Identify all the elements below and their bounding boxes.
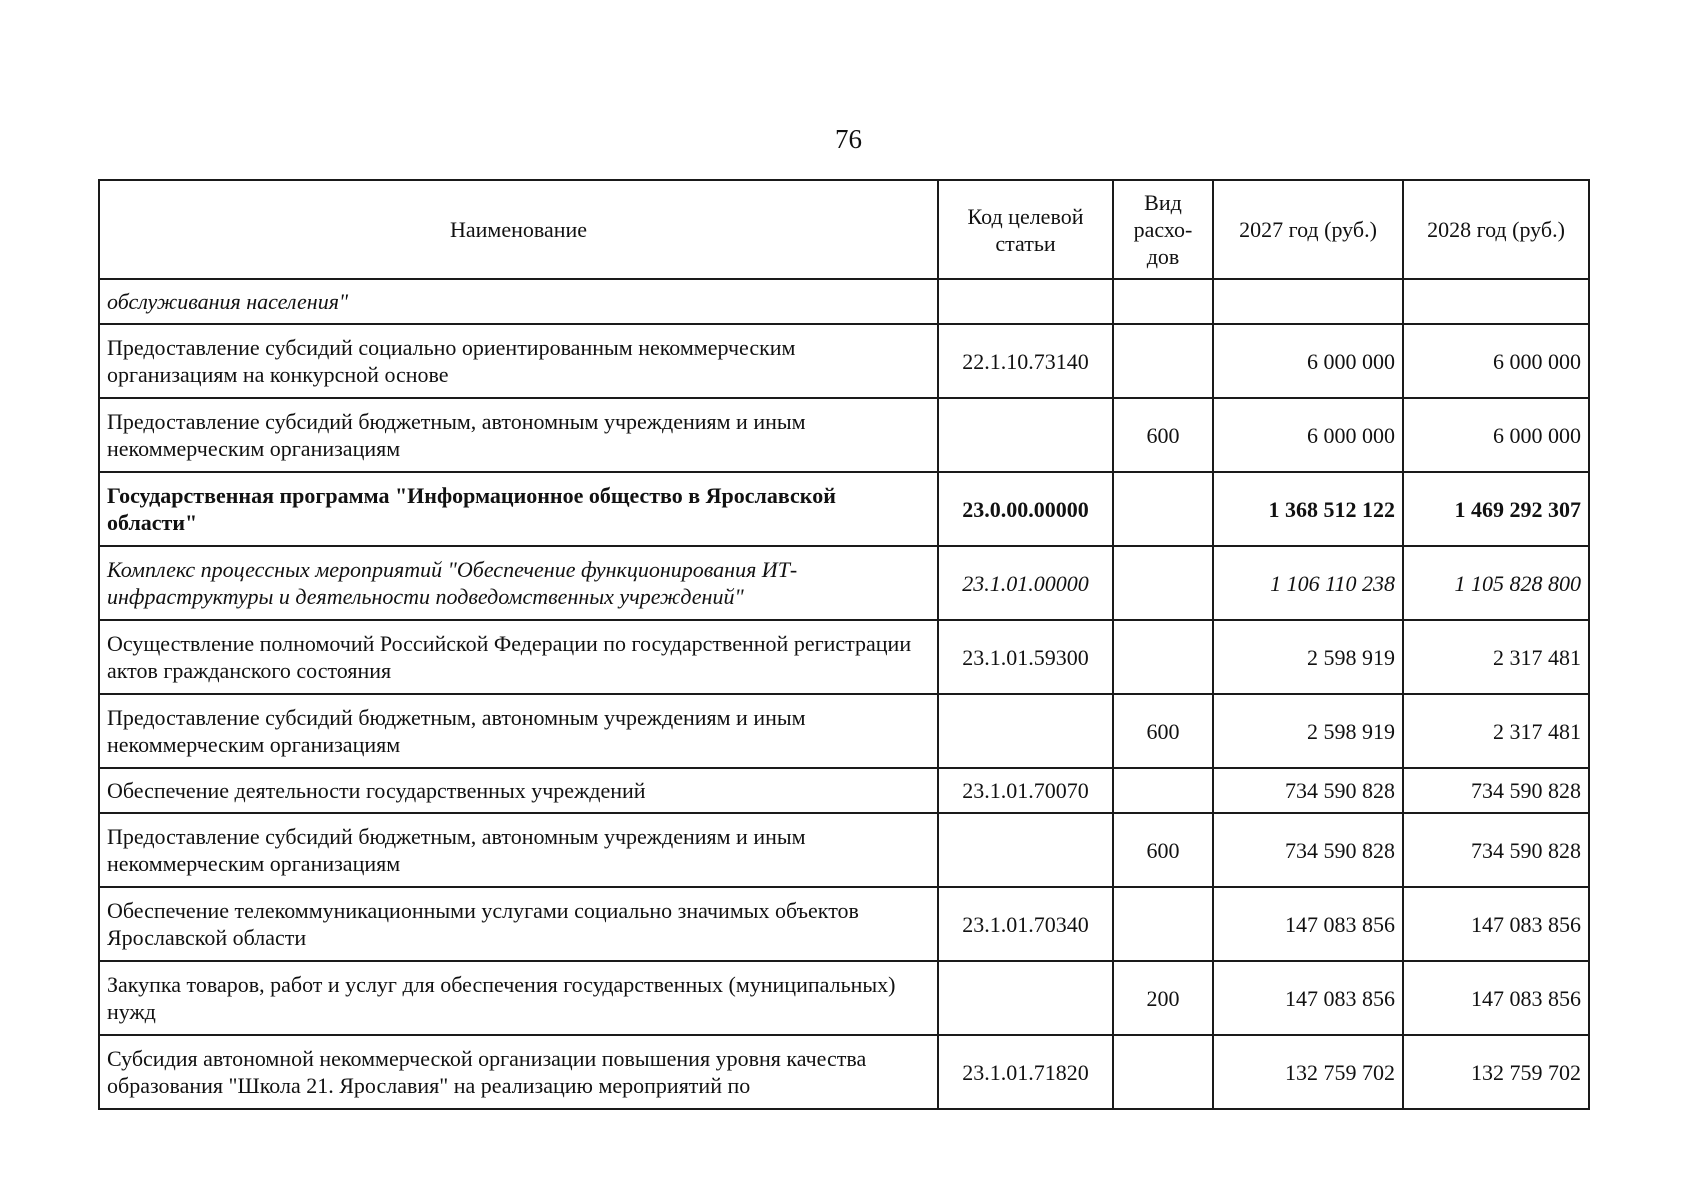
row-type: 600 xyxy=(1113,398,1213,472)
header-2028: 2028 год (руб.) xyxy=(1403,180,1589,279)
row-type xyxy=(1113,472,1213,546)
row-2027: 734 590 828 xyxy=(1213,813,1403,887)
row-2028: 147 083 856 xyxy=(1403,961,1589,1035)
table-row xyxy=(99,279,1589,324)
row-name: Обеспечение деятельности государственных учреждений xyxy=(99,768,938,813)
row-type xyxy=(1113,768,1213,813)
table-row xyxy=(99,961,1589,1035)
table-row xyxy=(99,546,1589,620)
table-row xyxy=(99,768,1589,813)
table-row xyxy=(99,620,1589,694)
row-2027: 734 590 828 xyxy=(1213,768,1403,813)
header-type: Вид расхо-дов xyxy=(1113,180,1213,279)
row-name: Закупка товаров, работ и услуг для обеспечения государственных (муниципальных) нужд xyxy=(99,961,938,1035)
row-2028: 132 759 702 xyxy=(1403,1035,1589,1109)
table-row xyxy=(99,887,1589,961)
row-name: Осуществление полномочий Российской Федерации по государственной регистрации актов гражданского состояния xyxy=(99,620,938,694)
row-2027: 147 083 856 xyxy=(1213,887,1403,961)
row-code: 23.1.01.70340 xyxy=(938,887,1113,961)
table-row xyxy=(99,813,1589,887)
row-2028: 1 469 292 307 xyxy=(1403,472,1589,546)
row-2027: 2 598 919 xyxy=(1213,620,1403,694)
row-code xyxy=(938,694,1113,768)
row-2028: 734 590 828 xyxy=(1403,813,1589,887)
table-row xyxy=(99,1035,1589,1109)
row-code xyxy=(938,398,1113,472)
row-type xyxy=(1113,546,1213,620)
row-2027: 6 000 000 xyxy=(1213,324,1403,398)
table-row xyxy=(99,324,1589,398)
row-2027 xyxy=(1213,279,1403,324)
row-type: 600 xyxy=(1113,813,1213,887)
row-2028: 734 590 828 xyxy=(1403,768,1589,813)
row-type: 200 xyxy=(1113,961,1213,1035)
header-name: Наименование xyxy=(99,180,938,279)
row-name: Предоставление субсидий бюджетным, автономным учреждениям и иным некоммерческим организациям xyxy=(99,694,938,768)
row-code: 23.1.01.59300 xyxy=(938,620,1113,694)
row-2028: 147 083 856 xyxy=(1403,887,1589,961)
row-code: 23.0.00.00000 xyxy=(938,472,1113,546)
row-name: Субсидия автономной некоммерческой организации повышения уровня качества образования "Школа 21. Ярославия" на реализацию мероприятий по xyxy=(99,1035,938,1109)
row-2027: 1 106 110 238 xyxy=(1213,546,1403,620)
budget-table xyxy=(98,179,1590,1110)
row-name: Комплекс процессных мероприятий "Обеспечение функционирования ИТ-инфраструктуры и деятельности подведомственных учреждений" xyxy=(99,546,938,620)
row-2027: 1 368 512 122 xyxy=(1213,472,1403,546)
row-type: 600 xyxy=(1113,694,1213,768)
header-code: Код целевой статьи xyxy=(938,180,1113,279)
row-2028 xyxy=(1403,279,1589,324)
row-2027: 132 759 702 xyxy=(1213,1035,1403,1109)
row-code xyxy=(938,961,1113,1035)
row-code: 23.1.01.70070 xyxy=(938,768,1113,813)
row-code: 23.1.01.00000 xyxy=(938,546,1113,620)
row-type xyxy=(1113,887,1213,961)
table-header-row xyxy=(99,180,1589,279)
row-code xyxy=(938,813,1113,887)
row-type xyxy=(1113,279,1213,324)
row-name: Обеспечение телекоммуникационными услугами социально значимых объектов Ярославской области xyxy=(99,887,938,961)
row-2028: 6 000 000 xyxy=(1403,398,1589,472)
row-2028: 2 317 481 xyxy=(1403,620,1589,694)
row-type xyxy=(1113,620,1213,694)
row-2027: 2 598 919 xyxy=(1213,694,1403,768)
header-2027: 2027 год (руб.) xyxy=(1213,180,1403,279)
table-row xyxy=(99,472,1589,546)
table-row xyxy=(99,398,1589,472)
row-code: 22.1.10.73140 xyxy=(938,324,1113,398)
row-name: Предоставление субсидий бюджетным, автономным учреждениям и иным некоммерческим организациям xyxy=(99,813,938,887)
row-name: Государственная программа "Информационное общество в Ярославской области" xyxy=(99,472,938,546)
table-row xyxy=(99,694,1589,768)
row-code: 23.1.01.71820 xyxy=(938,1035,1113,1109)
row-2027: 147 083 856 xyxy=(1213,961,1403,1035)
row-2028: 6 000 000 xyxy=(1403,324,1589,398)
row-2028: 2 317 481 xyxy=(1403,694,1589,768)
row-code xyxy=(938,279,1113,324)
page-number: 76 xyxy=(835,124,862,154)
row-name: обслуживания населения" xyxy=(99,279,938,324)
row-type xyxy=(1113,1035,1213,1109)
row-type xyxy=(1113,324,1213,398)
row-name: Предоставление субсидий социально ориентированным некоммерческим организациям на конкурсной основе xyxy=(99,324,938,398)
row-2028: 1 105 828 800 xyxy=(1403,546,1589,620)
row-name: Предоставление субсидий бюджетным, автономным учреждениям и иным некоммерческим организациям xyxy=(99,398,938,472)
row-2027: 6 000 000 xyxy=(1213,398,1403,472)
